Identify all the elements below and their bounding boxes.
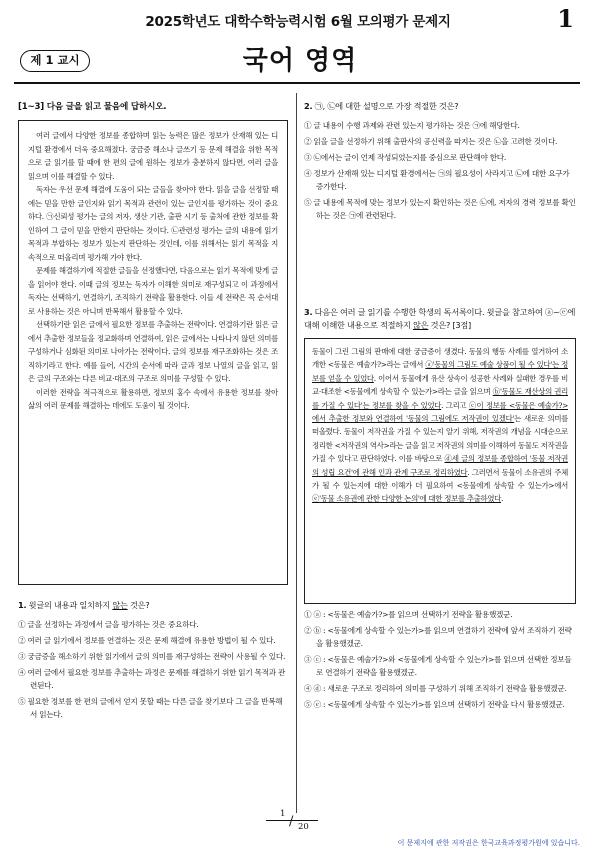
passage-paragraph: 문제를 해결하기에 적절한 글들을 선정했다면, 다음으로는 읽기 목적에 맞게 글을 읽어야 한다. 이때 글의 정보는 독자가 이해한 의미로 재구성되고 이 과정에서 독자는 선택하기, 연결하기, 조직하기 전략을 활용한다. 이들 세 전략은 꼭 순서대로 사용하는 것은 아니며 반복해서 활용할 수 있다.: [28, 266, 278, 316]
answer-option[interactable]: ③ ⓒ : <동물은 예술가?>와 <동물에게 상속할 수 있는가>를 읽으며 선택한 정보들로 연결하기 전략을 활용했겠군.: [304, 655, 572, 677]
stem-emphasis: 않은: [412, 320, 429, 330]
marked-phrase-d: ⓓ세 글의 정보를 종합하여 '동물 저작권의 성립 요건'에 관해 인과 관계 구조로 정리하였다: [312, 454, 568, 477]
stem-text: 윗글의 내용과 일치하지: [28, 600, 113, 610]
right-column: [304, 100, 576, 714]
footer-page-indicator: [266, 809, 318, 836]
marked-phrase-a: ⓐ'동물의 그림도 예술 상품이 될 수 있다'는 정보를 얻을 수 있었다: [312, 360, 569, 383]
passage-paragraph: 여러 글에서 다양한 정보를 종합하며 읽는 능력은 많은 정보가 산재해 있는 디지털 환경에서 더욱 중요해졌다. 궁금증 해소나 글쓰기 등 문제 해결을 위한 목적으로 글 읽기를 할 때에 한 편의 글에 원하는 정보가 충분하지 않다면, 여러 글을 읽으며 이를 해결할 수 있다.: [28, 131, 278, 181]
answer-option[interactable]: ② 읽을 글을 선정하기 위해 출판사의 공신력을 따지는 것은 ㉡을 고려한 것이다.: [304, 137, 558, 146]
answer-options: [304, 119, 576, 222]
question-1: [18, 599, 288, 721]
column-divider: [296, 93, 297, 813]
answer-option[interactable]: ② 여러 글 읽기에서 정보를 연결하는 것은 문제 해결에 유용한 방법이 될 수 있다.: [18, 636, 276, 645]
session-badge: 제 1 교시: [20, 50, 90, 72]
answer-option[interactable]: ④ 정보가 산재해 있는 디지털 환경에서는 ㉠의 필요성이 사라지고 ㉡에 대한 요구가 증가한다.: [304, 169, 570, 191]
header-rule: [14, 82, 580, 84]
footer-slash: /: [289, 814, 294, 829]
log-text: . 그리고: [441, 400, 469, 410]
marked-phrase-c: ⓒ이 정보를 <동물은 예술가?>에서 추출한 정보와 연결하여 '동물의 그림에도 저작권이 있겠다': [312, 400, 568, 424]
passage-paragraph: 선택하기란 읽은 글에서 필요한 정보를 추출하는 전략이다. 연결하기란 읽은 글에서 추출한 정보들을 정교화하며 연결하여, 읽은 글에서는 나타나지 않던 의미를 구성하거나 심화된 의미로 나아가는 전략이다. 글의 정보를 재구조화하는 것은 조직하기라고 한다. 예를 들어, 시간의 순서에 따라 글과 정보 나열의 글을 읽고, 읽은 글의 구조와는 다른 비교·대조의 구조로 의미를 구성할 수 있다.: [28, 320, 278, 383]
question-3-stem: [304, 306, 576, 332]
question-number: 2.: [304, 101, 313, 111]
answer-option[interactable]: ⑤ ⓔ : <동물에게 상속할 수 있는가>를 읽으며 선택하기 전략을 다시 활용했겠군.: [304, 700, 565, 709]
question-2-stem: [304, 100, 576, 113]
answer-options: [18, 618, 288, 721]
stem-text: 것은? [3점]: [428, 320, 471, 330]
reading-log-text: [312, 345, 568, 506]
log-text: . 이어서 동물에게 유산 상속이 성공한 사례와 실패한 경우를 비교·대조한 <동물에게 상속할 수 있는가>라는 글을 읽으며: [312, 373, 568, 397]
stem-text: 다음은 여러 글 읽기를 수행한 학생의 독서록이다. 윗글을 참고하여 ⓐ~ⓔ에 대해 이해한 내용으로 적절하지: [304, 307, 576, 330]
set-instruction: [1~3] 다음 글을 읽고 물음에 답하시오.: [18, 102, 167, 112]
answer-option[interactable]: ⑤ 필요한 정보를 한 편의 글에서 얻지 못할 때는 다른 글을 찾기보다 그 글을 반복해서 읽는다.: [18, 697, 283, 719]
reading-log-box: [304, 338, 576, 604]
passage-paragraph: 독자는 우선 문제 해결에 도움이 되는 글들을 찾아야 한다. 읽을 글을 선정할 때에는 믿을 만한 글인지와 읽기 목적과 관련이 있는 글인지를 평가하는 것이 중요하다. ㉠신뢰성 평가는 글의 저자, 생산 기관, 출판 시기 등 출처에 관한 정보를 확인하여 그 글이 믿을 만한지 판단하는 것이다. ㉡관련성 평가는 글의 내용에 읽기 목적과 부합하는 정보가 있는지 판단하는 것인데, 이를 위해서는 읽기 목적을 지속적으로 떠올리며 평가해 가야 한다.: [28, 185, 278, 262]
answer-option[interactable]: ③ ㉡에서는 글이 언제 작성되었는지를 중심으로 판단해야 한다.: [304, 153, 507, 162]
marked-phrase-b: ⓑ'동물도 재산상의 권리를 가질 수 있다'는 정보를 찾을 수 있었다: [312, 387, 568, 410]
exam-header-title: 2025학년도 대학수학능력시험 6월 모의평가 문제지: [145, 14, 451, 30]
log-text: 는 새로운 의미를 떠올렸다. 동물이 저작권을 가질 수 있는지 알기 위해, 저작권의 개념을 시대순으로 정리한 <저작권의 역사>라는 글을 읽고 저작권의 의미를 이해하여 동물도 저작권을 가질 수 있다고 판단하였다. 이를 바탕으로: [312, 414, 568, 464]
passage-paragraph: 이러한 전략을 적극적으로 활용하면, 정보의 홍수 속에서 유용한 정보를 찾아 삶의 여러 문제를 해결하는 데에도 도움이 될 것이다.: [28, 387, 278, 410]
footer-page-number: 1: [280, 809, 286, 819]
subject-title: 국어 영역: [242, 46, 358, 76]
stem-emphasis: 않는: [112, 600, 128, 610]
answer-option[interactable]: ⑤ 글 내용에 목적에 맞는 정보가 있는지 확인하는 것은 ㉡에, 저자의 경력 정보를 확인하는 것은 ㉠에 관련된다.: [304, 198, 576, 220]
question-3: [304, 306, 576, 711]
left-column: [18, 100, 288, 724]
answer-option[interactable]: ② ⓑ : <동물에게 상속할 수 있는가>를 읽으며 연결하기 전략에 앞서 조직하기 전략을 활용했겠군.: [304, 626, 572, 648]
stem-text: 것은?: [127, 600, 150, 610]
footer-page-total: 20: [298, 822, 309, 832]
question-2: [304, 100, 576, 222]
answer-option[interactable]: ③ 궁금증을 해소하기 위한 읽기에서 글의 의미를 재구성하는 전략이 사용될 수 있다.: [18, 652, 286, 661]
answer-option[interactable]: ① 글 내용이 수행 과제와 관련 있는지 평가하는 것은 ㉠에 해당한다.: [304, 121, 520, 130]
answer-option[interactable]: ① 글을 선정하는 과정에서 글을 평가하는 것은 중요하다.: [18, 620, 199, 629]
copyright-notice: 이 문제지에 관한 저작권은 한국교육과정평가원에 있습니다.: [397, 839, 580, 847]
question-number: 3.: [304, 307, 313, 317]
reading-passage: [18, 120, 288, 585]
stem-text: ㉠, ㉡에 대한 설명으로 가장 적절한 것은?: [314, 101, 459, 111]
log-text: 동물이 그린 그림의 판매에 대한 궁금증이 생겼다. 동물의 행동 사례를 열거하여 소개한 <동물은 예술가?>라는 글에서: [312, 347, 568, 370]
question-number: 1.: [18, 600, 27, 610]
log-text: . 그러면서 동물이 소유권의 주체가 될 수 있는지에 대한 이해가 더 필요하여 <동물에게 상속할 수 있는가>에서: [312, 467, 568, 491]
question-1-stem: [18, 599, 288, 612]
answer-option[interactable]: ④ 여러 글에서 필요한 정보를 추출하는 과정은 문제를 해결하기 위한 읽기 목적과 관련된다.: [18, 668, 286, 690]
answer-option[interactable]: ① ⓐ : <동물은 예술가?>를 읽으며 선택하기 전략을 활용했겠군.: [304, 610, 513, 619]
page-number: 1: [557, 4, 574, 33]
marked-phrase-e: ⓔ'동물 소유권에 관한 다양한 논의'에 대한 정보를 추출하였다: [312, 494, 502, 504]
log-text: .: [501, 494, 504, 504]
answer-option[interactable]: ④ ⓓ : 새로운 구조로 정리하여 의미를 구성하기 위해 조직하기 전략을 활용했겠군.: [304, 684, 567, 693]
answer-options: [304, 608, 576, 711]
